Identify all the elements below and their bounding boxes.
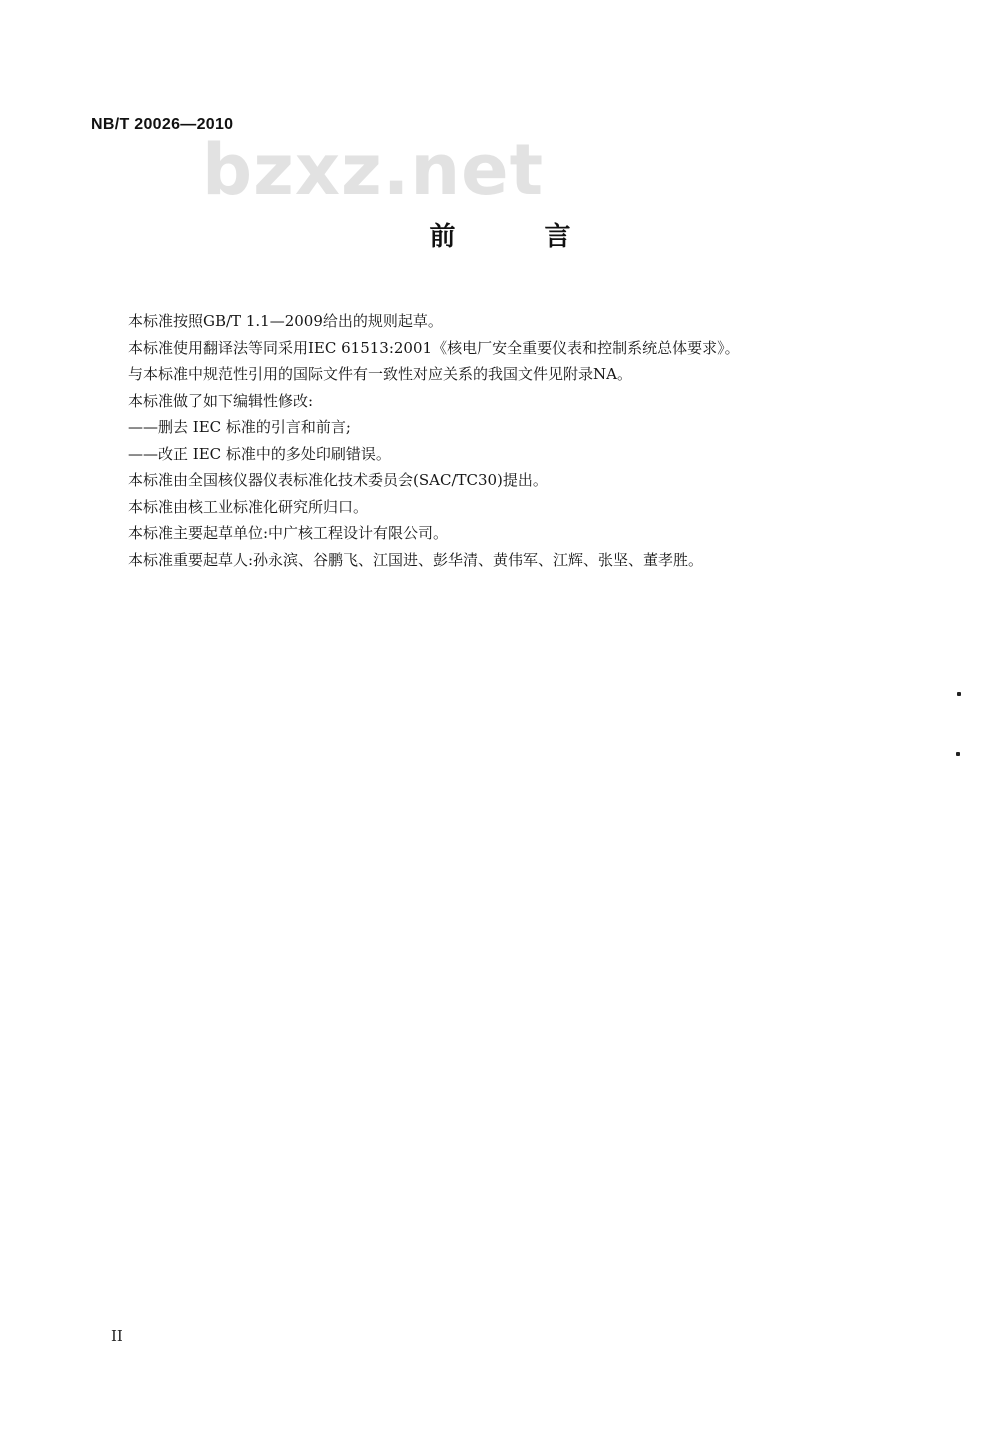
paragraph-managed-by: 本标准由核工业标准化研究所归口。 (128, 497, 369, 516)
standard-number: NB/T 20026—2010 (91, 116, 234, 133)
paragraph-reference-annex: 与本标准中规范性引用的国际文件有一致性对应关系的我国文件见附录NA。 (128, 365, 632, 383)
list-item-corrected-errors: ——改正 IEC 标准中的多处印刷错误。 (128, 444, 391, 463)
paragraph-drafters: 本标准重要起草人:孙永滨、谷鹏飞、江国进、彭华清、黄伟军、江辉、张坚、董孝胜。 (128, 550, 704, 569)
watermark: bzxz.net (202, 129, 545, 211)
paragraph-drafting-rules: 本标准按照GB/T 1.1—2009给出的规则起草。 (128, 312, 443, 330)
paragraph-editorial-changes: 本标准做了如下编辑性修改: (128, 391, 314, 410)
paragraph-adoption: 本标准使用翻译法等同采用IEC 61513:2001《核电厂安全重要仪表和控制系统总体要求》。 (128, 338, 740, 357)
scan-speck (956, 752, 960, 756)
foreword-body (128, 308, 868, 573)
scan-speck (957, 692, 961, 696)
paragraph-proposed-by: 本标准由全国核仪器仪表标准化技术委员会(SAC/TC30)提出。 (128, 471, 548, 489)
page-number: II (111, 1327, 123, 1345)
page-title: 前 言 (429, 222, 611, 252)
paragraph-drafting-unit: 本标准主要起草单位:中广核工程设计有限公司。 (128, 524, 449, 542)
list-item-removed-intro: ——删去 IEC 标准的引言和前言; (128, 418, 351, 436)
